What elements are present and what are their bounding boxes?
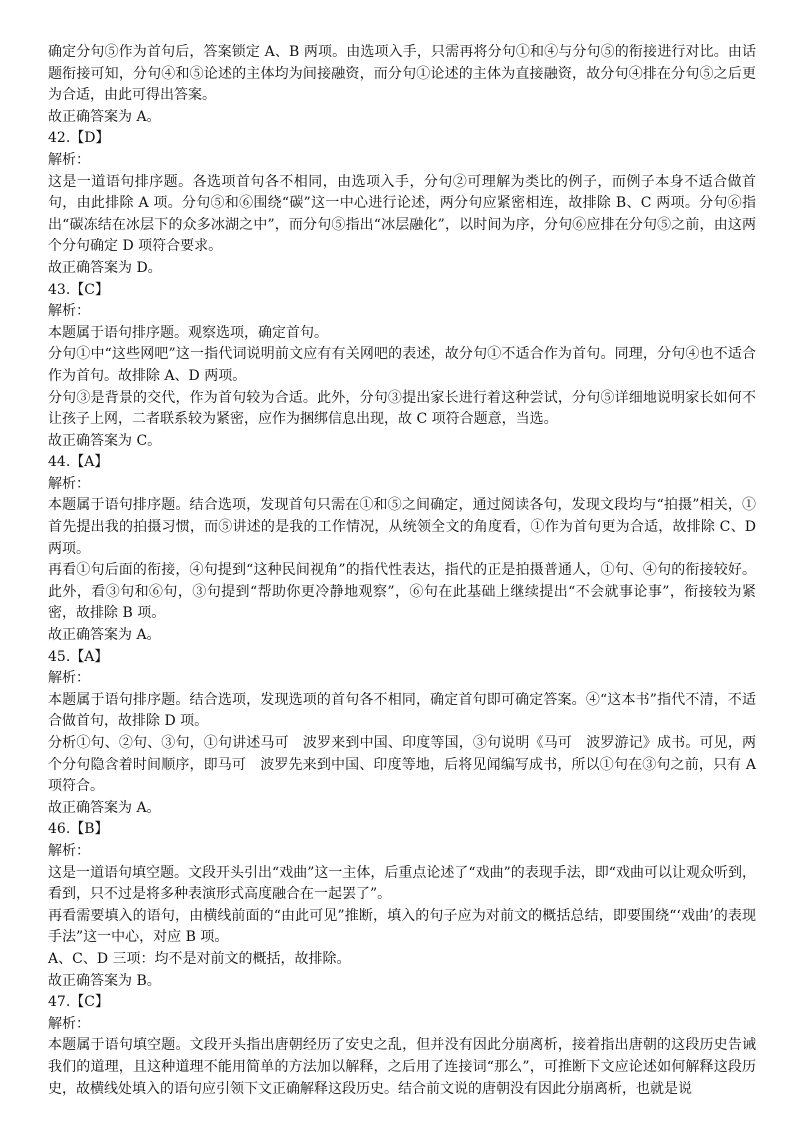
paragraph: 故正确答案为 A。 <box>48 627 161 644</box>
paragraph: 分句③是背景的交代，作为首句较为合适。此外，分句③提出家长进行着这种尝试，分句⑤详细地说明家长如何不让孩子上网，二者联系较为紧密，应作为捆绑信息出现，故 C 项符合题意，当选。 <box>48 389 756 428</box>
paragraph: 本题属于语句填空题。文段开头指出唐朝经历了安史之乱，但并没有因此分崩离析，接着指出唐朝的这段历史告诫我们的道理，且这种道理不能用简单的方法加以解释，之后用了连接词“那么”，可推断下文应论述如何解释这段历史，故横线处填入的语句应引领下文正确解释这段历史。结合前文说的唐朝没有因此分崩离析，也就是说 <box>48 1037 756 1097</box>
paragraph: A、C、D 三项：均不是对前文的概括，故排除。 <box>48 950 351 967</box>
paragraph: 故正确答案为 A。 <box>48 799 161 816</box>
paragraph: 分句①中“这些网吧”这一指代词说明前文应有有关网吧的表述，故分句①不适合作为首句。同理，分句④也不适合作为首句。故排除 A、D 两项。 <box>48 346 756 384</box>
paragraph: 分析①句、②句、③句，①句讲述马可 波罗来到中国、印度等国，③句说明《马可 波罗游记》成书。可见，两个分句隐含着时间顺序，即马可 波罗先来到中国、印度等地，后将见闻编写成书，所以①句在③句之前，只有 A 项符合。 <box>48 735 756 795</box>
paragraph: 这是一道语句排序题。各选项首句各不相同，由选项入手，分句②可理解为类比的例子，而例子本身不适合做首句，由此排除 A 项。分句⑤和⑥围绕“碳”这一中心进行论述，两分句应紧密相连，故排除 B、C 两项。分句⑥指出“碳冻结在冰层下的众多冰湖之中”，而分句⑤指出“冰层融化”，以时间为序，分句⑥应排在分句⑤之前，由这两个分句确定 D 项符合要求。 <box>48 173 756 255</box>
analysis-label: 解析： <box>48 475 90 492</box>
question-number: 46.【B】 <box>48 821 109 838</box>
analysis-label: 解析： <box>48 1015 90 1032</box>
question-number: 43.【C】 <box>48 281 109 298</box>
analysis-label: 解析： <box>48 842 90 859</box>
analysis-label: 解析： <box>48 670 90 687</box>
paragraph: 本题属于语句排序题。结合选项，发现首句只需在①和⑤之间确定，通过阅读各句，发现文段均与“拍摄”相关，①首先提出我的拍摄习惯，而⑤讲述的是我的工作情况，从统领全文的角度看，①作为首句更为合适，故排除 C、D 两项。 <box>48 497 756 557</box>
paragraph: 故正确答案为 C。 <box>48 432 162 449</box>
paragraph: 确定分句⑤作为首句后，答案锁定 A、B 两项。由选项入手，只需再将分句①和④与分句⑤的衔接进行对比。由话题衔接可知，分句④和⑤论述的主体均为间接融资，而分句①论述的主体为直接融资，故分句④排在分句⑤之后更为合适，由此可得出答案。 <box>48 44 756 104</box>
question-number: 42.【D】 <box>48 130 110 147</box>
paragraph: 故正确答案为 D。 <box>48 259 162 276</box>
paragraph: 这是一道语句填空题。文段开头引出“戏曲”这一主体，后重点论述了“戏曲”的表现手法，即“戏曲可以让观众听到，看到，只不过是将多种表演形式高度融合在一起罢了”。 <box>48 864 756 903</box>
paragraph: 本题属于语句排序题。结合选项，发现选项的首句各不相同，确定首句即可确定答案。④“这本书”指代不清，不适合做首句，故排除 D 项。 <box>48 691 756 730</box>
paragraph: 再看①句后面的衔接，④句提到“这种民间视角”的指代性表达，指代的正是拍摄普通人，①句、④句的衔接较好。此外，看③句和⑥句，③句提到“帮助你更冷静地观察”，⑥句在此基础上继续提出“不会就事论事”，衔接较为紧密，故排除 B 项。 <box>48 562 756 622</box>
paragraph: 再看需要填入的语句，由横线前面的“由此可见”推断，填入的句子应为对前文的概括总结，即要围绕“‘戏曲’的表现手法”这一中心，对应 B 项。 <box>48 907 756 946</box>
analysis-label: 解析： <box>48 303 90 320</box>
paragraph: 故正确答案为 B。 <box>48 972 161 989</box>
question-number: 45.【A】 <box>48 648 109 665</box>
question-number: 44.【A】 <box>48 454 109 471</box>
paragraph: 故正确答案为 A。 <box>48 108 161 125</box>
analysis-label: 解析： <box>48 151 90 168</box>
answer-explanations <box>48 42 756 1100</box>
paragraph: 本题属于语句排序题。观察选项，确定首句。 <box>48 324 328 341</box>
question-number: 47.【C】 <box>48 994 109 1011</box>
